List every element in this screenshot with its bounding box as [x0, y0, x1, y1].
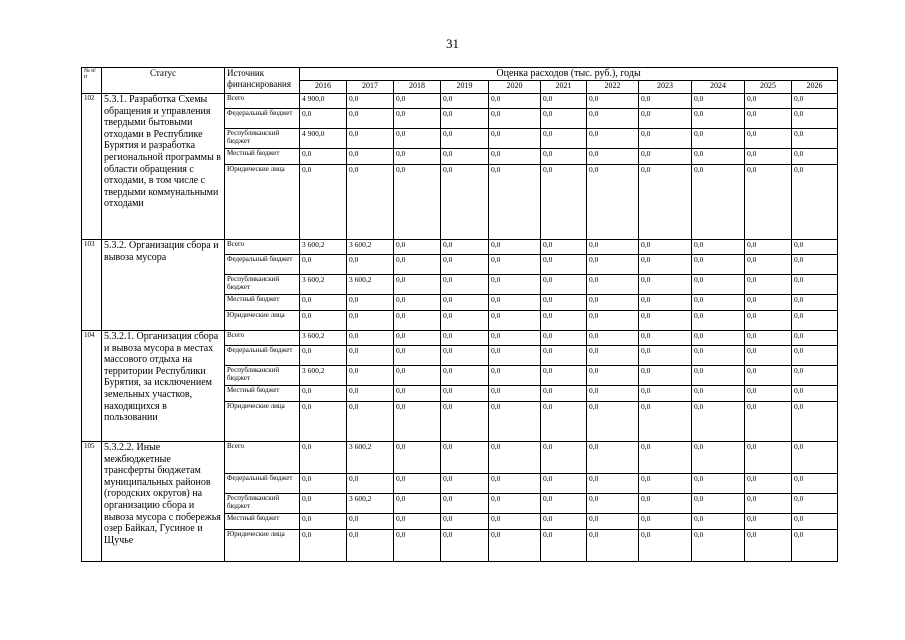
value-cell: 0,0	[745, 346, 792, 366]
value-cell: 0,0	[541, 165, 587, 240]
value-cell: 0,0	[441, 240, 489, 255]
value-cell: 0,0	[692, 402, 745, 442]
value-cell: 0,0	[745, 494, 792, 514]
value-cell: 0,0	[639, 366, 692, 386]
value-cell: 0,0	[541, 255, 587, 275]
header-year: 2018	[394, 81, 441, 94]
value-cell: 0,0	[347, 386, 394, 402]
value-cell: 0,0	[347, 295, 394, 311]
value-cell: 0,0	[745, 442, 792, 474]
value-cell: 0,0	[541, 514, 587, 530]
value-cell: 0,0	[441, 129, 489, 149]
funding-source: Местный бюджет	[225, 149, 300, 165]
value-cell: 0,0	[300, 165, 347, 240]
value-cell: 0,0	[745, 514, 792, 530]
funding-source: Юридические лица	[225, 530, 300, 562]
value-cell: 0,0	[541, 366, 587, 386]
value-cell: 0,0	[587, 165, 639, 240]
value-cell: 0,0	[394, 366, 441, 386]
value-cell: 0,0	[347, 109, 394, 129]
value-cell: 0,0	[347, 402, 394, 442]
value-cell: 0,0	[394, 494, 441, 514]
value-cell: 0,0	[692, 295, 745, 311]
value-cell: 0,0	[441, 346, 489, 366]
value-cell: 0,0	[441, 94, 489, 109]
value-cell: 0,0	[541, 295, 587, 311]
value-cell: 3 600,2	[300, 275, 347, 295]
value-cell: 0,0	[587, 402, 639, 442]
value-cell: 0,0	[300, 442, 347, 474]
value-cell: 0,0	[489, 240, 541, 255]
header-source: Источник финансирования	[225, 68, 300, 94]
status-cell: 5.3.2.1. Организация сбора и вывоза мусора в местах массового отдыха на территории Республики Бурятия, за исключением земельных участков, находящихся в пользовании	[102, 331, 225, 442]
value-cell: 0,0	[792, 346, 838, 366]
value-cell: 0,0	[541, 474, 587, 494]
value-cell: 0,0	[347, 311, 394, 331]
value-cell: 0,0	[441, 165, 489, 240]
value-cell: 0,0	[347, 530, 394, 562]
funding-source: Республиканский бюджет	[225, 275, 300, 295]
value-cell: 0,0	[300, 530, 347, 562]
value-cell: 0,0	[489, 386, 541, 402]
value-cell: 0,0	[587, 366, 639, 386]
value-cell: 0,0	[639, 240, 692, 255]
funding-source: Республиканский бюджет	[225, 366, 300, 386]
value-cell: 0,0	[792, 474, 838, 494]
value-cell: 0,0	[347, 331, 394, 346]
value-cell: 0,0	[394, 240, 441, 255]
value-cell: 0,0	[639, 514, 692, 530]
value-cell: 0,0	[745, 366, 792, 386]
value-cell: 0,0	[541, 331, 587, 346]
status-cell: 5.3.1. Разработка Схемы обращения и управления твердыми бытовыми отходами в Республике Бурятия и разработка региональной программы в области обращения с отходами, в том числе с твердыми коммунальными отходами	[102, 94, 225, 240]
value-cell: 0,0	[394, 109, 441, 129]
value-cell: 0,0	[639, 402, 692, 442]
value-cell: 0,0	[347, 366, 394, 386]
value-cell: 0,0	[692, 129, 745, 149]
table-row	[82, 331, 838, 346]
value-cell: 0,0	[639, 442, 692, 474]
value-cell: 0,0	[441, 255, 489, 275]
value-cell: 0,0	[745, 311, 792, 331]
value-cell: 0,0	[639, 255, 692, 275]
value-cell: 0,0	[792, 129, 838, 149]
value-cell: 3 600,2	[300, 366, 347, 386]
header-year: 2023	[639, 81, 692, 94]
value-cell: 0,0	[441, 331, 489, 346]
value-cell: 0,0	[745, 402, 792, 442]
value-cell: 0,0	[489, 149, 541, 165]
value-cell: 0,0	[639, 295, 692, 311]
value-cell: 0,0	[300, 255, 347, 275]
value-cell: 0,0	[692, 275, 745, 295]
value-cell: 0,0	[692, 442, 745, 474]
value-cell: 0,0	[541, 149, 587, 165]
value-cell: 0,0	[792, 530, 838, 562]
funding-source: Юридические лица	[225, 402, 300, 442]
value-cell: 0,0	[541, 530, 587, 562]
value-cell: 0,0	[441, 514, 489, 530]
value-cell: 0,0	[587, 386, 639, 402]
value-cell: 0,0	[300, 402, 347, 442]
value-cell: 0,0	[639, 311, 692, 331]
value-cell: 0,0	[745, 109, 792, 129]
value-cell: 0,0	[745, 149, 792, 165]
value-cell: 0,0	[639, 149, 692, 165]
value-cell: 0,0	[745, 295, 792, 311]
value-cell: 0,0	[394, 402, 441, 442]
value-cell: 0,0	[441, 442, 489, 474]
value-cell: 0,0	[745, 255, 792, 275]
value-cell: 0,0	[745, 240, 792, 255]
value-cell: 0,0	[587, 474, 639, 494]
value-cell: 0,0	[394, 331, 441, 346]
value-cell: 0,0	[300, 474, 347, 494]
value-cell: 0,0	[792, 240, 838, 255]
row-number: 103	[82, 240, 102, 331]
value-cell: 0,0	[300, 149, 347, 165]
value-cell: 4 900,0	[300, 129, 347, 149]
value-cell: 0,0	[692, 109, 745, 129]
value-cell: 0,0	[394, 275, 441, 295]
value-cell: 3 600,2	[347, 240, 394, 255]
value-cell: 0,0	[792, 366, 838, 386]
value-cell: 0,0	[394, 530, 441, 562]
value-cell: 0,0	[692, 311, 745, 331]
value-cell: 0,0	[489, 494, 541, 514]
funding-source: Федеральный бюджет	[225, 346, 300, 366]
value-cell: 0,0	[587, 442, 639, 474]
value-cell: 0,0	[745, 386, 792, 402]
value-cell: 0,0	[792, 109, 838, 129]
value-cell: 0,0	[587, 149, 639, 165]
value-cell: 0,0	[441, 109, 489, 129]
value-cell: 0,0	[489, 530, 541, 562]
header-estimate: Оценка расходов (тыс. руб.), годы	[300, 68, 838, 81]
funding-source: Всего	[225, 331, 300, 346]
value-cell: 3 600,2	[300, 331, 347, 346]
value-cell: 0,0	[745, 331, 792, 346]
value-cell: 0,0	[745, 474, 792, 494]
value-cell: 0,0	[541, 386, 587, 402]
value-cell: 0,0	[745, 165, 792, 240]
status-cell: 5.3.2.2. Иные межбюджетные трансферты бюджетам муниципальных районов (городских округов) на организацию сбора и вывоза мусора с побережья озер Байкал, Гусиное и Щучье	[102, 442, 225, 562]
value-cell: 3 600,2	[300, 240, 347, 255]
value-cell: 0,0	[692, 366, 745, 386]
funding-source: Местный бюджет	[225, 514, 300, 530]
value-cell: 0,0	[745, 94, 792, 109]
value-cell: 0,0	[347, 474, 394, 494]
funding-source: Республиканский бюджет	[225, 129, 300, 149]
header-year: 2025	[745, 81, 792, 94]
value-cell: 0,0	[347, 514, 394, 530]
value-cell: 0,0	[489, 255, 541, 275]
row-number: 104	[82, 331, 102, 442]
value-cell: 0,0	[692, 474, 745, 494]
value-cell: 0,0	[541, 94, 587, 109]
value-cell: 0,0	[347, 255, 394, 275]
value-cell: 0,0	[489, 311, 541, 331]
value-cell: 0,0	[394, 474, 441, 494]
table-row	[82, 442, 838, 474]
value-cell: 0,0	[792, 331, 838, 346]
value-cell: 0,0	[587, 346, 639, 366]
table-body	[82, 94, 838, 562]
funding-source: Юридические лица	[225, 311, 300, 331]
value-cell: 0,0	[489, 275, 541, 295]
value-cell: 0,0	[541, 442, 587, 474]
value-cell: 0,0	[394, 386, 441, 402]
value-cell: 0,0	[792, 386, 838, 402]
value-cell: 0,0	[587, 94, 639, 109]
value-cell: 0,0	[639, 386, 692, 402]
value-cell: 0,0	[489, 474, 541, 494]
value-cell: 0,0	[441, 402, 489, 442]
value-cell: 3 600,2	[347, 275, 394, 295]
value-cell: 0,0	[692, 530, 745, 562]
value-cell: 0,0	[394, 94, 441, 109]
header-status: Статус	[102, 68, 225, 94]
table-header	[82, 68, 838, 94]
funding-source: Федеральный бюджет	[225, 474, 300, 494]
funding-source: Федеральный бюджет	[225, 109, 300, 129]
value-cell: 0,0	[300, 109, 347, 129]
value-cell: 0,0	[639, 129, 692, 149]
value-cell: 0,0	[347, 165, 394, 240]
value-cell: 0,0	[347, 129, 394, 149]
value-cell: 0,0	[394, 346, 441, 366]
value-cell: 0,0	[587, 331, 639, 346]
value-cell: 0,0	[639, 275, 692, 295]
value-cell: 0,0	[489, 514, 541, 530]
funding-source: Местный бюджет	[225, 386, 300, 402]
funding-source: Местный бюджет	[225, 295, 300, 311]
value-cell: 0,0	[587, 311, 639, 331]
value-cell: 0,0	[489, 442, 541, 474]
value-cell: 0,0	[541, 240, 587, 255]
funding-source: Юридические лица	[225, 165, 300, 240]
status-cell: 5.3.2. Организация сбора и вывоза мусора	[102, 240, 225, 331]
value-cell: 0,0	[300, 514, 347, 530]
header-year: 2019	[441, 81, 489, 94]
funding-source: Всего	[225, 240, 300, 255]
value-cell: 0,0	[441, 366, 489, 386]
value-cell: 0,0	[792, 255, 838, 275]
value-cell: 0,0	[489, 94, 541, 109]
value-cell: 0,0	[587, 494, 639, 514]
value-cell: 0,0	[441, 295, 489, 311]
value-cell: 0,0	[489, 109, 541, 129]
value-cell: 0,0	[639, 331, 692, 346]
value-cell: 0,0	[639, 494, 692, 514]
value-cell: 0,0	[745, 530, 792, 562]
value-cell: 0,0	[347, 346, 394, 366]
header-num: № п/п	[82, 68, 102, 94]
value-cell: 0,0	[587, 240, 639, 255]
value-cell: 0,0	[441, 530, 489, 562]
value-cell: 0,0	[394, 149, 441, 165]
value-cell: 0,0	[394, 442, 441, 474]
value-cell: 0,0	[792, 402, 838, 442]
value-cell: 0,0	[441, 386, 489, 402]
value-cell: 0,0	[541, 346, 587, 366]
table-row	[82, 94, 838, 109]
value-cell: 0,0	[300, 295, 347, 311]
value-cell: 0,0	[489, 129, 541, 149]
value-cell: 0,0	[441, 494, 489, 514]
page-number: 31	[446, 36, 459, 51]
value-cell: 0,0	[692, 514, 745, 530]
value-cell: 0,0	[745, 129, 792, 149]
value-cell: 0,0	[639, 474, 692, 494]
value-cell: 0,0	[792, 494, 838, 514]
value-cell: 0,0	[587, 514, 639, 530]
value-cell: 0,0	[639, 530, 692, 562]
value-cell: 0,0	[692, 94, 745, 109]
value-cell: 0,0	[441, 474, 489, 494]
value-cell: 0,0	[394, 311, 441, 331]
header-year: 2016	[300, 81, 347, 94]
value-cell: 0,0	[639, 165, 692, 240]
header-year: 2026	[792, 81, 838, 94]
value-cell: 4 900,0	[300, 94, 347, 109]
value-cell: 0,0	[441, 311, 489, 331]
funding-source: Федеральный бюджет	[225, 255, 300, 275]
value-cell: 0,0	[792, 149, 838, 165]
value-cell: 0,0	[745, 275, 792, 295]
funding-source: Всего	[225, 94, 300, 109]
value-cell: 0,0	[394, 295, 441, 311]
value-cell: 0,0	[394, 514, 441, 530]
value-cell: 0,0	[692, 346, 745, 366]
value-cell: 0,0	[347, 149, 394, 165]
row-number: 105	[82, 442, 102, 562]
header-year: 2017	[347, 81, 394, 94]
value-cell: 0,0	[394, 255, 441, 275]
value-cell: 0,0	[489, 295, 541, 311]
table-row	[82, 240, 838, 255]
value-cell: 3 600,2	[347, 494, 394, 514]
value-cell: 0,0	[692, 240, 745, 255]
value-cell: 0,0	[441, 149, 489, 165]
value-cell: 0,0	[300, 494, 347, 514]
budget-table	[81, 67, 838, 562]
value-cell: 0,0	[541, 402, 587, 442]
value-cell: 0,0	[541, 275, 587, 295]
value-cell: 0,0	[541, 311, 587, 331]
value-cell: 0,0	[587, 255, 639, 275]
value-cell: 0,0	[541, 494, 587, 514]
value-cell: 0,0	[639, 346, 692, 366]
value-cell: 0,0	[489, 402, 541, 442]
value-cell: 0,0	[587, 129, 639, 149]
value-cell: 0,0	[692, 386, 745, 402]
value-cell: 3 600,2	[347, 442, 394, 474]
value-cell: 0,0	[792, 275, 838, 295]
header-year: 2024	[692, 81, 745, 94]
value-cell: 0,0	[792, 514, 838, 530]
value-cell: 0,0	[394, 165, 441, 240]
value-cell: 0,0	[489, 366, 541, 386]
value-cell: 0,0	[541, 129, 587, 149]
header-year: 2022	[587, 81, 639, 94]
value-cell: 0,0	[792, 311, 838, 331]
value-cell: 0,0	[692, 165, 745, 240]
value-cell: 0,0	[489, 165, 541, 240]
value-cell: 0,0	[692, 331, 745, 346]
value-cell: 0,0	[692, 494, 745, 514]
value-cell: 0,0	[300, 311, 347, 331]
value-cell: 0,0	[300, 386, 347, 402]
value-cell: 0,0	[692, 255, 745, 275]
value-cell: 0,0	[692, 149, 745, 165]
value-cell: 0,0	[489, 331, 541, 346]
value-cell: 0,0	[792, 442, 838, 474]
value-cell: 0,0	[792, 165, 838, 240]
value-cell: 0,0	[587, 530, 639, 562]
value-cell: 0,0	[792, 295, 838, 311]
value-cell: 0,0	[541, 109, 587, 129]
value-cell: 0,0	[300, 346, 347, 366]
row-number: 102	[82, 94, 102, 240]
value-cell: 0,0	[347, 94, 394, 109]
value-cell: 0,0	[587, 109, 639, 129]
header-year: 2021	[541, 81, 587, 94]
value-cell: 0,0	[489, 346, 541, 366]
value-cell: 0,0	[792, 94, 838, 109]
header-year: 2020	[489, 81, 541, 94]
value-cell: 0,0	[394, 129, 441, 149]
funding-source: Всего	[225, 442, 300, 474]
value-cell: 0,0	[441, 275, 489, 295]
value-cell: 0,0	[639, 94, 692, 109]
value-cell: 0,0	[587, 295, 639, 311]
value-cell: 0,0	[587, 275, 639, 295]
funding-source: Республиканский бюджет	[225, 494, 300, 514]
value-cell: 0,0	[639, 109, 692, 129]
